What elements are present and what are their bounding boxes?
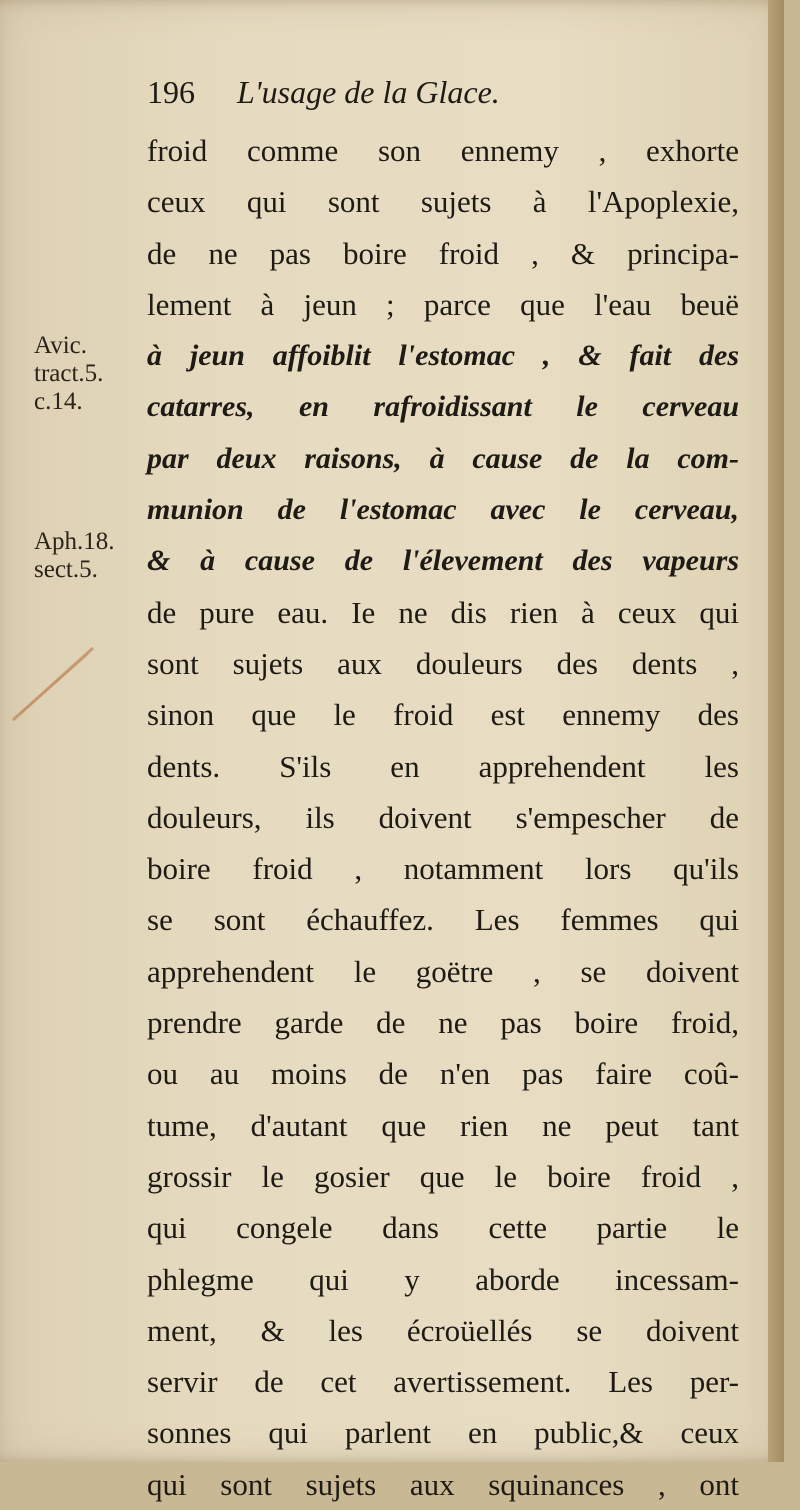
page-edge [768,0,784,1462]
ink-stroke-mark [8,640,98,730]
text-line: sont sujets aux douleurs des dents , [147,645,739,681]
text-line: catarres, en rafroidissant le cerveau [147,390,739,424]
text-line: ou au moins de n'en pas faire coû- [147,1056,739,1092]
text-line: munion de l'estomac avec le cerveau, [147,493,739,527]
running-title: L'usage de la Glace. [237,74,500,110]
text-line: tume, d'autant que rien ne peut tant [147,1107,739,1143]
text-line: & à cause de l'élevement des vapeurs [147,544,739,578]
text-line: par deux raisons, à cause de la com- [147,441,739,475]
page-number: 196 [147,74,195,110]
text-line: sonnes qui parlent en public,& ceux [147,1415,739,1451]
text-line: se sont échauffez. Les femmes qui [147,902,739,938]
margin-note: Aph.18. sect.5. [34,528,115,583]
text-line: qui congele dans cette partie le [147,1210,739,1246]
text-line: à jeun affoiblit l'estomac , & fait des [147,339,739,373]
running-header [147,74,500,111]
text-line: ceux qui sont sujets à l'Apoplexie, [147,184,739,220]
text-line: boire froid , notamment lors qu'ils [147,851,739,887]
text-line: servir de cet avertissement. Les per- [147,1364,739,1400]
body-text [147,125,739,1510]
text-line: lement à jeun ; parce que l'eau beuë [147,286,739,322]
text-line: de ne pas boire froid , & principa- [147,235,739,271]
text-line: froid comme son ennemy , exhorte [147,133,739,168]
text-line: dents. S'ils en apprehendent les [147,748,739,784]
text-line: apprehendent le goëtre , se doivent [147,953,739,989]
text-line: qui sont sujets aux squinances , ont [147,1466,739,1502]
text-line: douleurs, ils doivent s'empescher de [147,799,739,835]
margin-note: Avic. tract.5. c.14. [34,332,104,415]
text-line: sinon que le froid est ennemy des [147,697,739,733]
text-line: prendre garde de ne pas boire froid, [147,1005,739,1041]
text-line: ment, & les écroüellés se doivent [147,1312,739,1348]
text-line: grossir le gosier que le boire froid , [147,1158,739,1194]
text-line: de pure eau. Ie ne dis rien à ceux qui [147,594,739,630]
text-line: phlegme qui y aborde incessam- [147,1261,739,1297]
